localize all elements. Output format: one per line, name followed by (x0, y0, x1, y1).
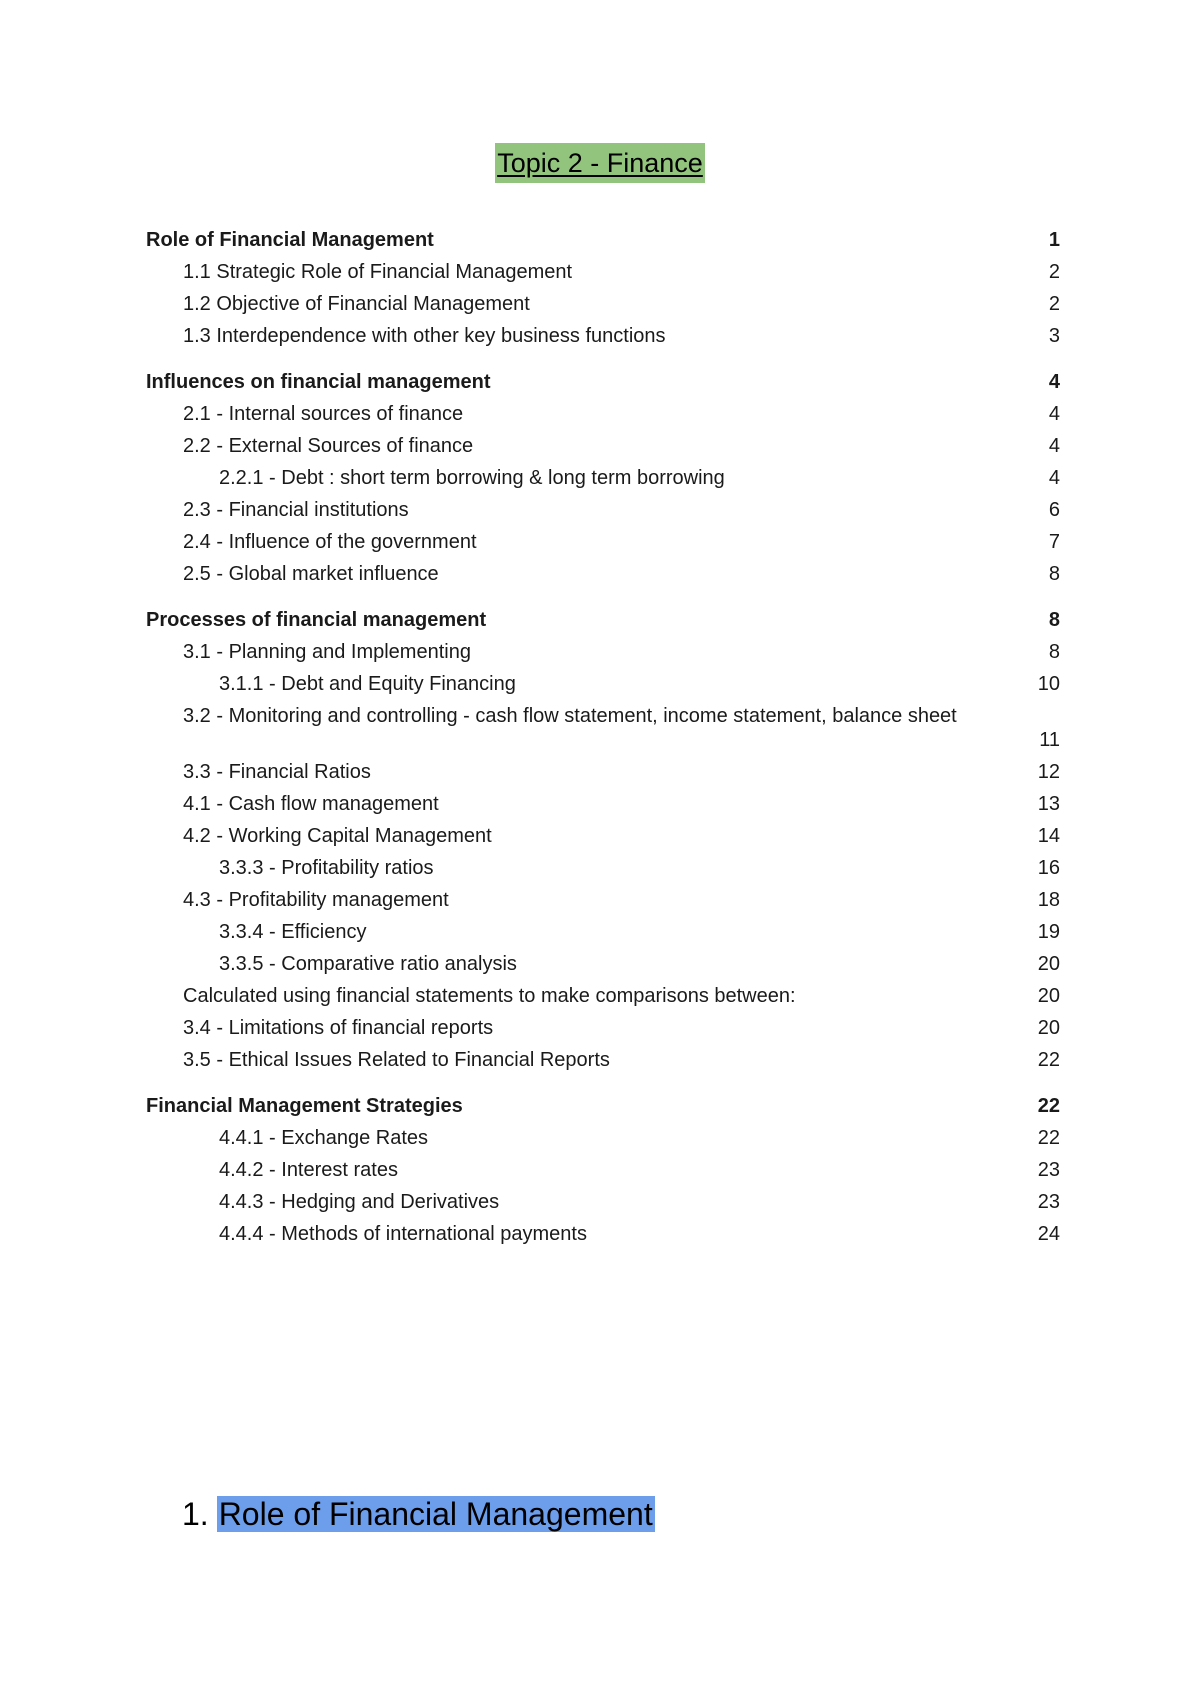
toc-entry-label: 4.4.3 - Hedging and Derivatives (219, 1191, 500, 1213)
toc-entry[interactable] (146, 980, 1060, 1012)
toc-entry[interactable] (146, 852, 1060, 884)
toc-entry-page-number: 20 (1037, 985, 1060, 1007)
toc-entry-label: Financial Management Strategies (146, 1095, 463, 1117)
toc-entry-label: 3.4 - Limitations of financial reports (183, 1017, 494, 1039)
toc-entry[interactable] (146, 430, 1060, 462)
toc-entry-label: 2.3 - Financial institutions (183, 499, 409, 521)
toc-entry-label: 4.4.1 - Exchange Rates (219, 1127, 429, 1149)
toc-entry[interactable] (146, 398, 1060, 430)
toc-entry-page-number: 18 (1037, 889, 1060, 911)
toc-entry-label: 4.1 - Cash flow management (183, 793, 439, 815)
toc-entry[interactable] (146, 1186, 1060, 1218)
toc-entry[interactable] (146, 494, 1060, 526)
toc-entry-label: 1.2 Objective of Financial Management (183, 293, 530, 315)
toc-section (146, 366, 1060, 590)
toc-entry-label: 3.1 - Planning and Implementing (183, 641, 471, 663)
toc-section-heading[interactable] (146, 366, 1060, 398)
toc-entry-page-number: 4 (1048, 371, 1060, 393)
toc-entry-page-number: 8 (1048, 609, 1060, 631)
toc-entry[interactable] (146, 636, 1060, 668)
toc-entry[interactable] (146, 1044, 1060, 1076)
page-title-container (0, 143, 1200, 183)
toc-entry-label: 3.3.3 - Profitability ratios (219, 857, 434, 879)
toc-entry-page-number: 4 (1048, 435, 1060, 457)
toc-entry-label: Processes of financial management (146, 609, 487, 631)
toc-entry-page-number: 19 (1037, 921, 1060, 943)
toc-entry[interactable] (146, 288, 1060, 320)
toc-entry-page-number: 22 (1037, 1049, 1060, 1071)
toc-entry-label: 3.3.4 - Efficiency (219, 921, 367, 943)
toc-section-heading[interactable] (146, 224, 1060, 256)
toc-entry-label: 3.5 - Ethical Issues Related to Financial Reports (183, 1049, 610, 1071)
toc-entry-page-number: 20 (1037, 1017, 1060, 1039)
toc-entry-page-number: 23 (1037, 1159, 1060, 1181)
toc-entry-label: 2.2.1 - Debt : short term borrowing & long term borrowing (219, 467, 725, 489)
toc-entry-page-number: 2 (1048, 293, 1060, 315)
toc-entry-page-number: 14 (1037, 825, 1060, 847)
toc-entry-label: 2.5 - Global market influence (183, 563, 439, 585)
section-heading-text: Role of Financial Management (218, 1496, 653, 1532)
toc-entry-label: 4.4.4 - Methods of international payments (219, 1223, 587, 1245)
toc-entry-label: 2.4 - Influence of the government (183, 531, 477, 553)
toc-entry-label: 1.1 Strategic Role of Financial Management (183, 261, 573, 283)
toc-entry[interactable] (146, 1218, 1060, 1250)
toc-entry-page-number: 6 (1048, 499, 1060, 521)
toc-entry-page-number: 11 (1039, 729, 1060, 751)
toc-entry[interactable] (146, 916, 1060, 948)
toc-entry[interactable] (146, 884, 1060, 916)
page-title: Topic 2 - Finance (495, 143, 705, 183)
toc-entry-page-number: 22 (1037, 1095, 1060, 1117)
toc-entry-page-number: 24 (1037, 1223, 1060, 1245)
toc-entry[interactable] (146, 320, 1060, 352)
toc-entry-label: 2.2 - External Sources of finance (183, 435, 474, 457)
toc-entry[interactable] (146, 462, 1060, 494)
toc-entry-page-number: 22 (1037, 1127, 1060, 1149)
toc-entry-page-number: 12 (1037, 761, 1060, 783)
toc-entry-page-number: 2 (1048, 261, 1060, 283)
section-heading-number: 1. (182, 1496, 209, 1532)
toc-section-heading[interactable] (146, 604, 1060, 636)
toc-entry-label: 4.4.2 - Interest rates (219, 1159, 398, 1181)
toc-entry[interactable] (146, 820, 1060, 852)
toc-entry-page-number: 8 (1048, 641, 1060, 663)
toc-entry-page-number: 4 (1048, 403, 1060, 425)
toc-entry[interactable] (146, 256, 1060, 288)
toc-entry-label: 3.3.5 - Comparative ratio analysis (219, 953, 517, 975)
toc-entry[interactable] (146, 526, 1060, 558)
toc-entry[interactable] (146, 558, 1060, 590)
section-heading (182, 1492, 655, 1536)
toc-section (146, 224, 1060, 352)
toc-entry-label: 3.1.1 - Debt and Equity Financing (219, 673, 516, 695)
toc-entry-page-number: 3 (1048, 325, 1060, 347)
toc-entry[interactable] (146, 1122, 1060, 1154)
toc-entry-page-number: 13 (1037, 793, 1060, 815)
toc-entry-page-number: 1 (1048, 229, 1060, 251)
toc-entry-label: Role of Financial Management (146, 229, 434, 251)
toc-entry[interactable] (146, 700, 1060, 756)
toc-entry-page-number: 23 (1037, 1191, 1060, 1213)
toc-entry-label: 4.2 - Working Capital Management (183, 825, 492, 847)
toc-entry[interactable] (146, 1154, 1060, 1186)
toc-entry-page-number: 8 (1048, 563, 1060, 585)
toc-entry-label: 4.3 - Profitability management (183, 889, 449, 911)
toc-entry-page-number: 7 (1048, 531, 1060, 553)
toc-entry[interactable] (146, 948, 1060, 980)
toc-entry[interactable] (146, 668, 1060, 700)
toc-entry[interactable] (146, 1012, 1060, 1044)
toc-entry-label: 2.1 - Internal sources of finance (183, 403, 464, 425)
toc-section-heading[interactable] (146, 1090, 1060, 1122)
toc-entry-page-number: 16 (1037, 857, 1060, 879)
table-of-contents (146, 224, 1060, 1264)
toc-section (146, 604, 1060, 1076)
toc-entry-label: Calculated using financial statements to make comparisons between: (183, 985, 796, 1007)
toc-entry-label: 3.2 - Monitoring and controlling - cash flow statement, income statement, balance sheet (183, 705, 957, 727)
toc-entry-page-number: 10 (1037, 673, 1060, 695)
toc-entry-page-number: 4 (1048, 467, 1060, 489)
toc-entry[interactable] (146, 788, 1060, 820)
toc-entry[interactable] (146, 756, 1060, 788)
toc-section (146, 1090, 1060, 1250)
toc-entry-label: Influences on financial management (146, 371, 491, 393)
toc-entry-page-number: 20 (1037, 953, 1060, 975)
toc-entry-label: 3.3 - Financial Ratios (183, 761, 371, 783)
toc-entry-label: 1.3 Interdependence with other key business functions (183, 325, 666, 347)
